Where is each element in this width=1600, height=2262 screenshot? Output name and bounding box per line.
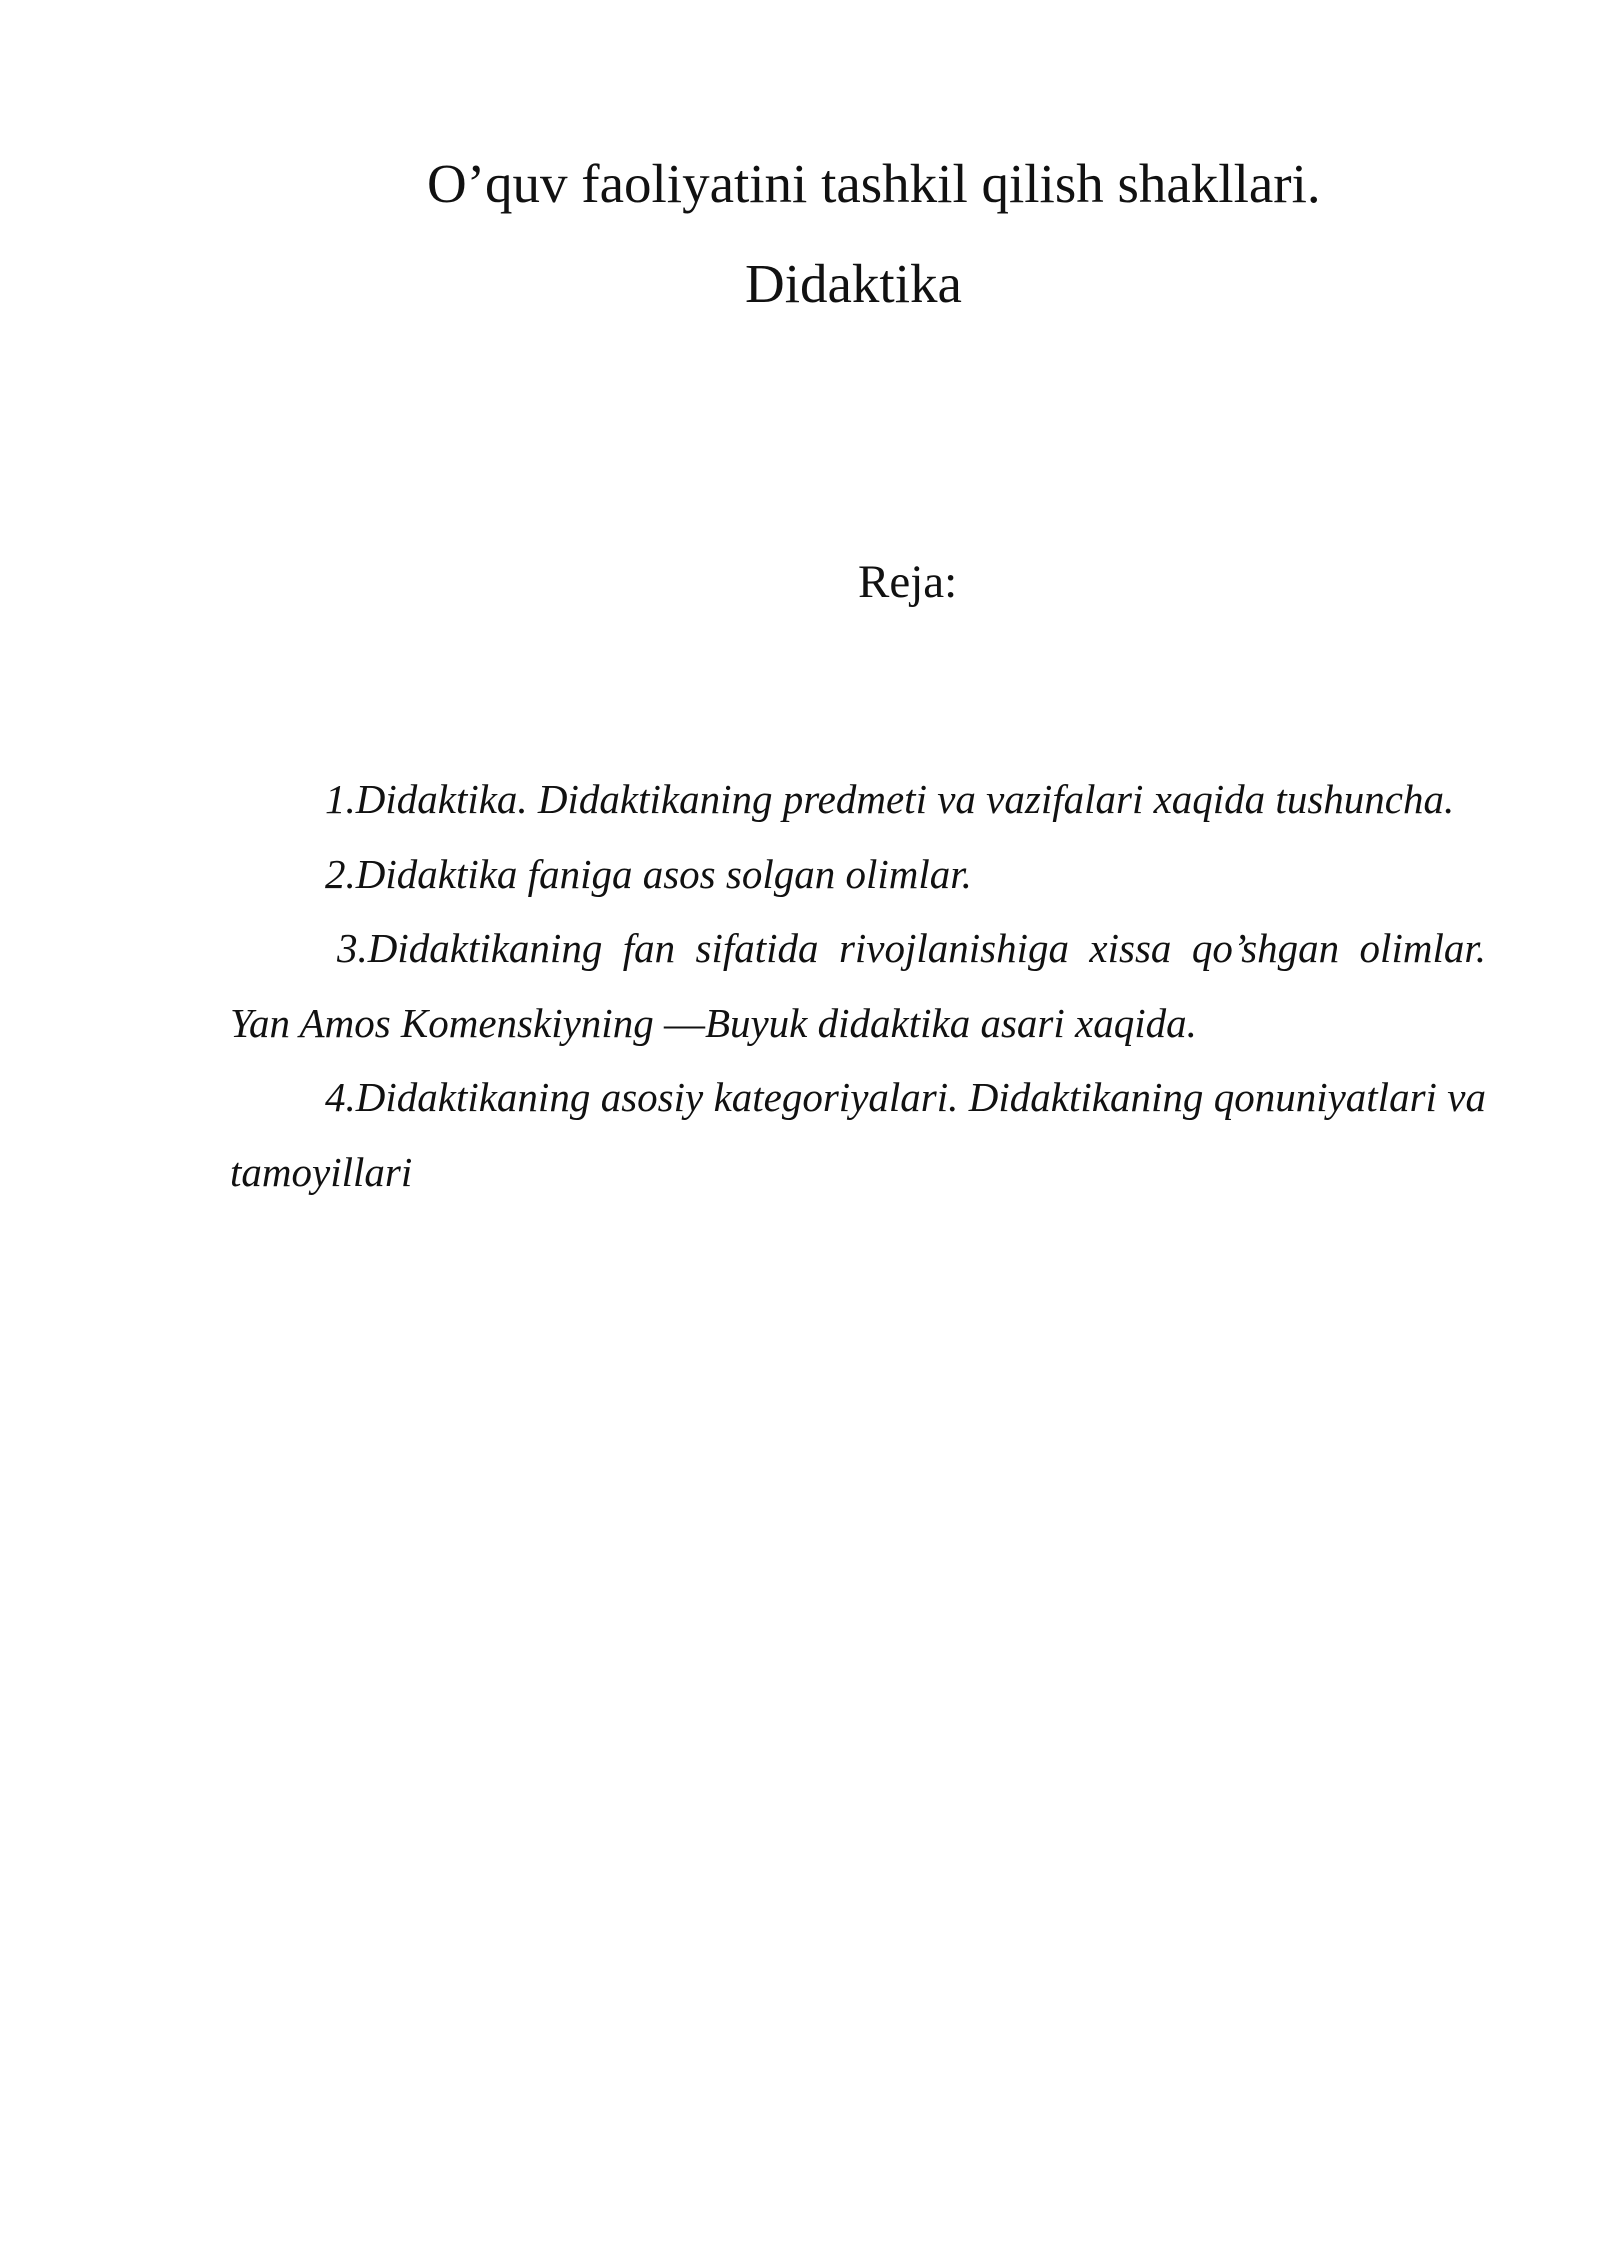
plan-item-1: 1.Didaktika. Didaktikaning predmeti va vazifalari xaqida tushuncha. xyxy=(325,776,1455,822)
title-line-2: Didaktika xyxy=(745,253,962,314)
plan-list xyxy=(230,762,1486,1209)
plan-item-3: 3.Didaktikaning fan sifatida rivojlanishiga xissa qo’shgan olimlar. Yan Amos Komenskiyning ―Buyuk didaktika asari xaqida. xyxy=(230,925,1486,1046)
plan-item-4: 4.Didaktikaning asosiy kategoriyalari. Didaktikaning qonuniyatlari va tamoyillari xyxy=(230,1074,1486,1195)
plan-heading: Reja: xyxy=(858,556,958,608)
title-line-1: O’quv faoliyatini tashkil qilish shakllari. xyxy=(427,153,1321,214)
plan-item-2: 2.Didaktika faniga asos solgan olimlar. xyxy=(325,850,972,897)
